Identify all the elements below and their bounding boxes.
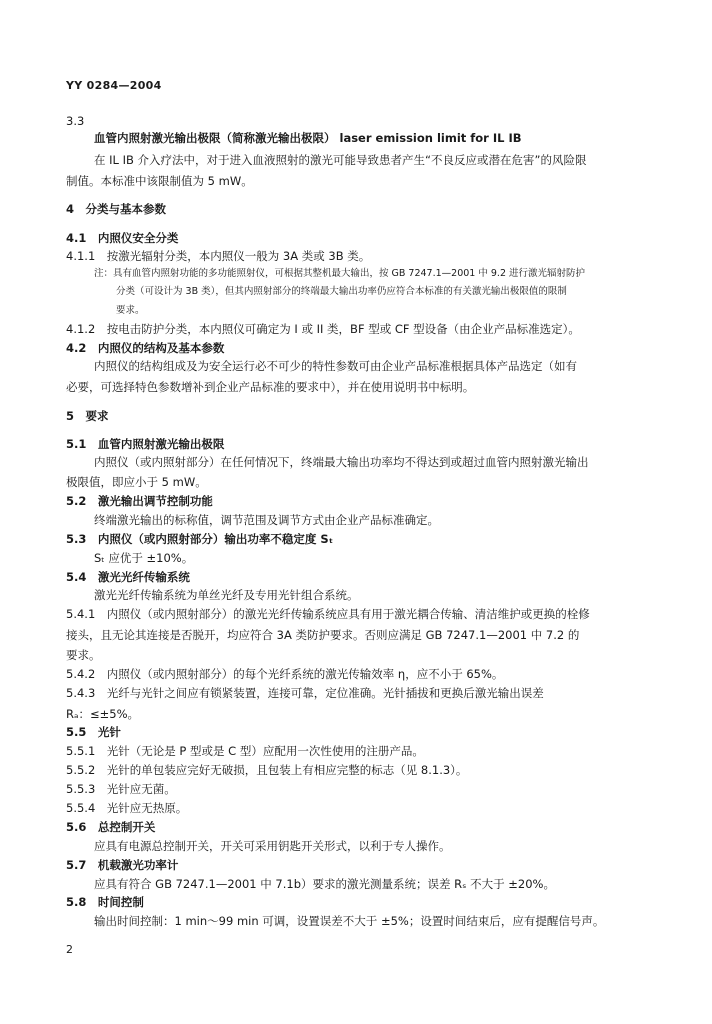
section-5-7-title: 5.7 机载激光功率计 (66, 858, 179, 872)
section-5-4-3-line: Rₐ：≤±5%。 (66, 707, 140, 721)
section-5-4-1-line: 5.4.1 内照仪（或内照射部分）的激光光纤传输系统应具有用于激光耦合传输、清洁维护或更换的栓修 (66, 607, 590, 621)
section-5-6-line: 应具有电源总控制开关，开关可采用钥匙开关形式，以利于专人操作。 (94, 839, 451, 853)
section-5-8-line: 输出时间控制：1 min～99 min 可调，设置误差不大于 ±5%；设置时间结束后，应有提醒信号声。 (94, 914, 605, 928)
section-5-3-title: 5.3 内照仪（或内照射部分）输出功率不稳定度 Sₜ (66, 532, 334, 546)
section-3-3-term-title: 血管内照射激光输出极限（简称激光输出极限） laser emission limit for IL IB (94, 131, 522, 145)
note-line: 注：具有血管内照射功能的多功能照射仪，可根据其整机最大输出，按 GB 7247.1—2001 中 9.2 进行激光辐射防护 (94, 268, 586, 279)
section-5-4-3-line: 5.4.3 光纤与光针之间应有锁紧装置，连接可靠，定位准确。光针插拔和更换后激光输出误差 (66, 686, 544, 700)
note-line: 分类（可设计为 3B 类），但其内照射部分的终端最大输出功率仍应符合本标准的有关激光输出极限值的限制 (116, 286, 567, 297)
section-5-5-3: 5.5.3 光针应无菌。 (66, 782, 176, 796)
section-5-7-line: 应具有符合 GB 7247.1—2001 中 7.1b）要求的激光测量系统；误差 Rₛ 不大于 ±20%。 (94, 877, 555, 891)
section-5-3-line: Sₜ 应优于 ±10%。 (94, 551, 194, 565)
section-5-title: 5 要求 (66, 409, 109, 423)
page-number: 2 (66, 943, 73, 956)
section-5-1-line: 内照仪（或内照射部分）在任何情况下，终端最大输出功率均不得达到或超过血管内照射激光输出 (94, 455, 589, 469)
section-4-1-2: 4.1.2 按电击防护分类，本内照仪可确定为 I 或 II 类，BF 型或 CF 型设备（由企业产品标准选定）。 (66, 322, 580, 336)
section-5-6-title: 5.6 总控制开关 (66, 820, 156, 834)
note-line: 要求。 (116, 305, 145, 316)
section-5-5-title: 5.5 光针 (66, 725, 121, 739)
section-3-3-number: 3.3 (66, 114, 85, 128)
section-5-4-line: 激光光纤传输系统为单丝光纤及专用光针组合系统。 (94, 588, 359, 602)
section-4-2-line: 内照仪的结构组成及为安全运行必不可少的特性参数可由企业产品标准根据具体产品选定（如有 (94, 359, 577, 373)
section-5-4-1-line: 接头，且无论其连接是否脱开，均应符合 3A 类防护要求。否则应满足 GB 7247.1—2001 中 7.2 的 (66, 628, 580, 642)
section-4-2-line: 必要，可选择特色参数增补到企业产品标准的要求中），并在使用说明书中标明。 (66, 380, 475, 394)
section-5-1-line: 极限值，即应小于 5 mW。 (66, 475, 207, 489)
section-5-2-line: 终端激光输出的标称值，调节范围及调节方式由企业产品标准确定。 (94, 513, 439, 527)
section-5-5-2: 5.5.2 光针的单包装应完好无破损，且包装上有相应完整的标志（见 8.1.3）。 (66, 763, 468, 777)
standard-code-header: YY 0284—2004 (66, 79, 162, 92)
section-4-2-title: 4.2 内照仪的结构及基本参数 (66, 341, 225, 355)
section-5-5-1: 5.5.1 光针（无论是 P 型或是 C 型）应配用一次性使用的注册产品。 (66, 744, 424, 758)
section-3-3-body-line: 在 IL IB 介入疗法中，对于进入血液照射的激光可能导致患者产生“不良反应或潜在危害”的风险限 (94, 153, 587, 167)
section-5-2-title: 5.2 激光输出调节控制功能 (66, 494, 213, 508)
section-5-1-title: 5.1 血管内照射激光输出极限 (66, 437, 225, 451)
section-3-3-body-line: 制值。本标准中该限制值为 5 mW。 (66, 174, 253, 188)
section-5-8-title: 5.8 时间控制 (66, 895, 144, 909)
section-4-1-title: 4.1 内照仪安全分类 (66, 231, 179, 245)
section-5-4-1-line: 要求。 (66, 648, 101, 662)
section-5-4-2: 5.4.2 内照仪（或内照射部分）的每个光纤系统的激光传输效率 η，应不小于 65%。 (66, 667, 504, 681)
section-4-1-1: 4.1.1 按激光辐射分类，本内照仪一般为 3A 类或 3B 类。 (66, 249, 371, 263)
section-5-4-title: 5.4 激光光纤传输系统 (66, 570, 190, 584)
section-5-5-4: 5.5.4 光针应无热原。 (66, 801, 188, 815)
section-4-title: 4 分类与基本参数 (66, 202, 167, 216)
